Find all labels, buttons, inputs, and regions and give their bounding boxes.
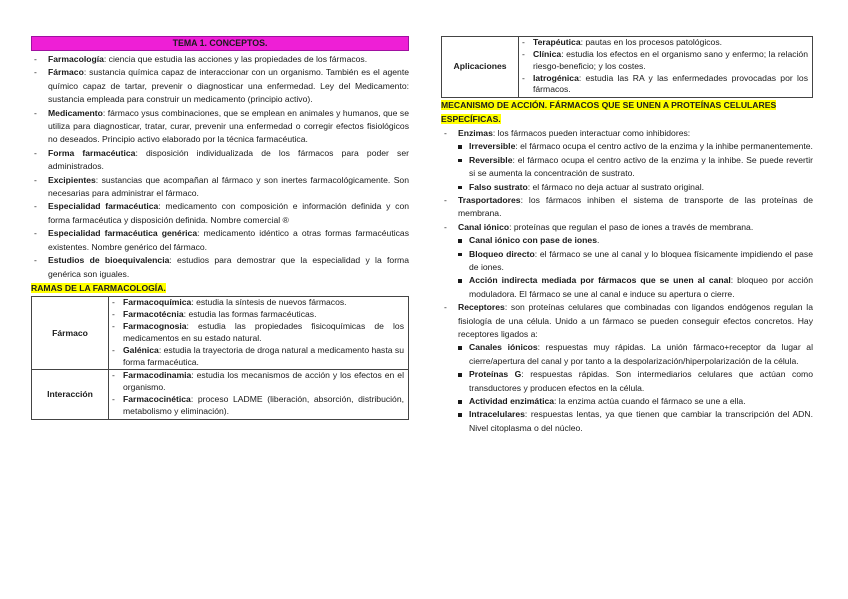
mechanism-heading: MECANISMO DE ACCIÓN. FÁRMACOS QUE SE UNEN A PROTEÍNAS CELULARES ESPECÍFICAS.: [441, 100, 777, 124]
list-item: [521, 49, 808, 73]
definition: : estudios para demostrar que la especialidad y la forma genérica son iguales.: [48, 255, 409, 279]
sub-item: [441, 140, 813, 153]
definition: : medicamento idéntico a otras formas farmacéuticas existentes. Nombre genérico del fármaco.: [48, 228, 409, 252]
term: Trasportadores: [458, 194, 521, 205]
list-item: [111, 321, 404, 345]
list-item: [31, 66, 409, 106]
list-item: [31, 174, 409, 201]
term: Falso sustrato: [469, 181, 528, 192]
definition: : sustancias que acompañan al fármaco y son inertes farmacológicamente. Son necesarias para administrar el fármaco.: [48, 174, 409, 199]
sub-item: [441, 274, 813, 301]
row-content: [109, 370, 409, 419]
list-item: [111, 345, 404, 369]
term: Excipientes: [48, 174, 96, 185]
list-item: [521, 73, 808, 97]
definition: : estudia los efectos en el organismo sano y enfermo; la relación riesgo-beneficio; y los costes.: [533, 48, 808, 71]
term: Estudios de bioequivalencia: [48, 255, 170, 266]
term: Irreversible: [469, 141, 516, 152]
definition: : estudia las RA y las enfermedades provocadas por los fármacos.: [533, 72, 808, 95]
term: Farmacognosia: [123, 321, 187, 332]
row-header: Fármaco: [32, 297, 109, 370]
definition: : medicamento con composición e información definida y con forma farmacéutica y disposición definida. Nombre comercial ®: [48, 201, 410, 225]
definition: : estudia los mecanismos de acción y los efectos en el organismo.: [123, 370, 404, 393]
row-content: [109, 297, 409, 370]
term: Especialidad farmacéutica genérica: [48, 228, 198, 239]
term: Fármaco: [48, 67, 84, 78]
term: Farmacología: [48, 54, 104, 64]
term: Actividad enzimática: [469, 396, 555, 407]
term: Medicamento: [48, 107, 103, 118]
definition: : pautas en los procesos patológicos.: [580, 37, 723, 47]
list-item: [31, 227, 409, 254]
sub-item: [441, 248, 813, 275]
list-item: [111, 370, 404, 394]
term: Farmacotécnia: [123, 309, 184, 320]
definition: : estudia la trayectoria de droga natural a medicamento hasta su forma farmacéutica.: [123, 344, 404, 367]
definition: : respuestas lentas, ya que tienen que cambiar la transcripción del ADN. Nivel citoplasma o del núcleo.: [469, 409, 813, 433]
definition: : respuestas muy rápidas. La unión fármaco+receptor da lugar al cierre/apertura del canal y por tanto a la despolarización/hiperpolarización de la célula.: [469, 342, 813, 366]
definition: : ciencia que estudia las acciones y las propiedades de los fármacos.: [103, 54, 368, 64]
definition: : proteínas que regulan el paso de iones a través de membrana.: [509, 221, 754, 232]
term: Canal iónico: [458, 221, 510, 232]
definition: : respuestas rápidas. Son intermediarios celulares que actúan como transductores y producen efectos en la célula.: [469, 369, 813, 393]
mechanism-list: [441, 127, 813, 435]
row-header: Interacción: [32, 370, 109, 419]
definition: : bloqueo por acción moduladora. El fármaco se une al canal e induce su apertura o cierre.: [469, 275, 813, 299]
term: Farmacodinamia: [123, 370, 192, 381]
definition: : son proteínas celulares que combinadas con ligandos endógenos regulan la fisiología de una célula. Unido a un fármaco se pueden conseguir efectos concretos. Hay receptores ligados a:: [458, 302, 813, 340]
list-item: [31, 200, 409, 227]
applications-table: [441, 36, 813, 98]
row-content: [519, 37, 813, 98]
term: Acción indirecta mediada por fármacos que se unen al canal: [469, 275, 731, 286]
left-column: [31, 36, 409, 420]
sub-item: [441, 181, 813, 194]
list-item: [31, 107, 409, 147]
definition: : el fármaco no deja actuar al sustrato original.: [527, 181, 705, 192]
definition: : fármaco ysus combinaciones, que se emplean en animales y humanos, que se utiliza para diagnosticar, tratar, curar, prevenir una enfermedad o corregir efectos fisiológicos no deseados. Principio activo elaborado por la técnica farmacéutica.: [48, 107, 409, 145]
term: Receptores: [458, 302, 505, 313]
list-item: [441, 221, 813, 301]
definition: : el fármaco se une al canal y lo bloquea físicamente impidiendo el pase de iones.: [469, 248, 813, 272]
table-row: [442, 37, 813, 98]
branches-heading: RAMAS DE LA FARMACOLOGÍA.: [31, 282, 166, 293]
list-item: [441, 127, 813, 194]
definition: : sustancia química capaz de interaccionar con un organismo. También es el agente químico capaz de tartar, prevenir o diagnosticar una enfermedad. Ley del Medicamento: sustancia empleada para construir un medicamento (principio activo).: [48, 67, 409, 105]
sub-item: [441, 395, 813, 408]
sub-item: [441, 368, 813, 395]
term: Terapéutica: [533, 37, 581, 47]
term: Reversible: [469, 154, 513, 165]
table-row: [32, 297, 409, 370]
list-item: [441, 301, 813, 435]
term: Canales iónicos: [469, 342, 538, 353]
list-item: [441, 194, 813, 221]
list-item: [521, 37, 808, 49]
definition: : el fármaco ocupa el centro activo de la enzima y la inhibe permanentemente.: [515, 141, 813, 152]
term: Proteínas G: [469, 369, 522, 380]
definition: : estudia las propiedades fisicoquímicas de los medicamentos en su estado natural.: [123, 321, 404, 343]
term: Clínica: [533, 48, 562, 59]
definition: : el fármaco ocupa el centro activo de la enzima y la inhibe. Se puede revertir si se aumenta la concentración de sustrato.: [469, 154, 813, 179]
list-item: [31, 254, 409, 281]
sub-item: [441, 154, 813, 181]
right-column: [441, 36, 813, 435]
term: Canal iónico con pase de iones: [469, 235, 597, 246]
definition: : la enzima actúa cuando el fármaco se une a ella.: [554, 396, 746, 407]
list-item: [111, 297, 404, 309]
term: Forma farmacéutica: [48, 147, 136, 158]
definition: : estudia la síntesis de nuevos fármacos.: [191, 297, 347, 308]
table-row: [32, 370, 409, 419]
definitions-list: [31, 53, 409, 281]
term: Especialidad farmacéutica: [48, 201, 159, 212]
definition: : los fármacos pueden interactuar como inhibidores:: [492, 127, 691, 138]
definition: .: [596, 235, 600, 246]
definition: : disposición individualizada de los fármacos para poder ser administrados.: [48, 147, 409, 172]
list-item: [111, 394, 404, 418]
sub-item: [441, 408, 813, 435]
list-item: [31, 147, 409, 174]
term: Farmacoquímica: [123, 297, 192, 308]
sub-item: [441, 234, 813, 247]
list-item: [31, 53, 409, 66]
sub-item: [441, 341, 813, 368]
definition: : los fármacos inhiben el sistema de transporte de las proteínas de membrana.: [458, 194, 813, 219]
term: Iatrogénica: [533, 72, 579, 83]
term: Intracelulares: [469, 409, 525, 420]
page-title: TEMA 1. CONCEPTOS.: [31, 36, 409, 51]
term: Enzimas: [458, 127, 493, 138]
definition: : estudia las formas farmacéuticas.: [183, 309, 317, 320]
term: Galénica: [123, 344, 159, 355]
definition: : proceso LADME (liberación, absorción, distribución, metabolismo y eliminación).: [123, 394, 404, 417]
branches-table: [31, 296, 409, 420]
term: Farmacocinética: [123, 394, 191, 405]
term: Bloqueo directo: [469, 248, 535, 259]
list-item: [111, 309, 404, 321]
row-header: Aplicaciones: [442, 37, 519, 98]
